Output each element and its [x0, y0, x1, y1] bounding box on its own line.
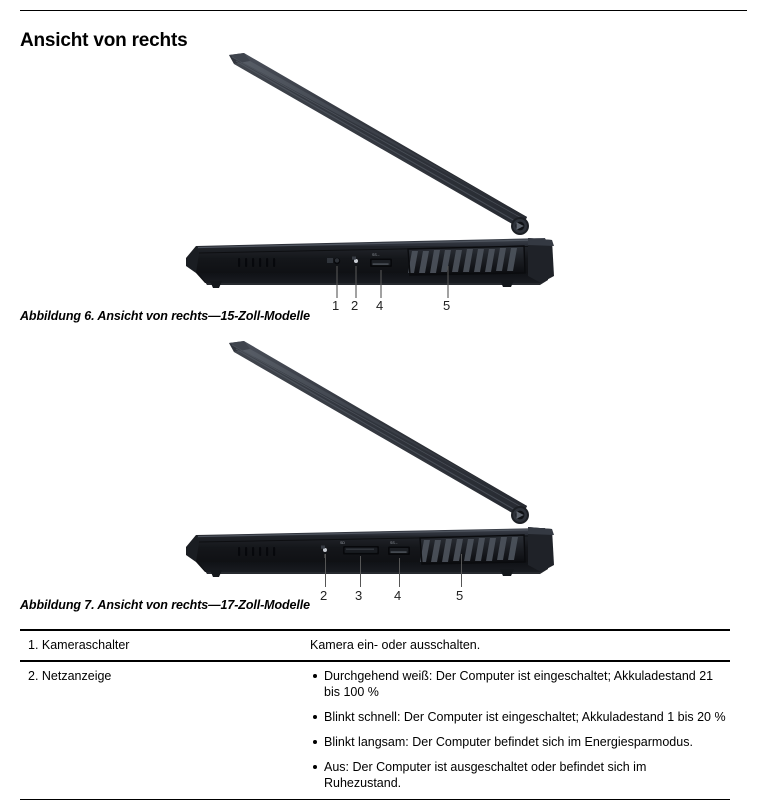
- callout-leader: [399, 558, 400, 587]
- callout-number: [376, 298, 383, 313]
- callout-leader: [461, 554, 462, 587]
- callout-label: 2: [351, 298, 359, 313]
- figure-caption-17-inch: Abbildung 7. Ansicht von rechts—17-Zoll-Modelle: [20, 598, 310, 612]
- figure-17-inch: [0, 330, 767, 603]
- callout-number: [351, 298, 358, 313]
- callout-label: 4: [376, 298, 384, 313]
- laptop-lid: [229, 53, 527, 229]
- callout-label: 4: [394, 588, 402, 603]
- figure-caption-15-inch: Abbildung 6. Ansicht von rechts—15-Zoll-Modelle: [20, 309, 310, 323]
- status-bullet-list: [310, 668, 726, 791]
- callout-leader: [325, 554, 326, 587]
- callout-label: 5: [456, 588, 464, 603]
- callout-number: [456, 588, 463, 603]
- svg-text:SD: SD: [340, 541, 345, 545]
- table-row: [20, 662, 730, 799]
- figure-15-inch: [0, 30, 767, 313]
- air-vent-grille: [420, 535, 525, 564]
- table-cell-description: [310, 662, 730, 799]
- component-description-table: [20, 629, 730, 800]
- callout-number: [355, 588, 362, 603]
- svg-text:SS←: SS←: [372, 253, 381, 258]
- callout-label: 1: [332, 298, 340, 313]
- callout-label: 5: [443, 298, 451, 313]
- laptop-hinge: [511, 506, 529, 524]
- air-vent-grille: [408, 246, 525, 275]
- list-item: Blinkt schnell: Der Computer ist eingeschaltet; Akkuladestand 1 bis 20 %: [324, 710, 726, 724]
- callout-number: [320, 588, 327, 603]
- heading-divider: [20, 10, 747, 11]
- table-cell-label: 2. Netzanzeige: [28, 669, 112, 683]
- callout-leader: [360, 556, 361, 587]
- page-title: Ansicht von rechts: [20, 29, 188, 51]
- callout-number: [332, 298, 339, 313]
- table-row: [20, 631, 730, 660]
- table-cell-label: 1. Kameraschalter: [28, 638, 130, 652]
- callout-number: [443, 298, 450, 313]
- callout-label: 3: [355, 588, 363, 603]
- laptop-hinge: [511, 217, 529, 235]
- table-bottom-border: [20, 799, 730, 800]
- callout-label: 2: [320, 588, 328, 603]
- list-item: Blinkt langsam: Der Computer befindet sich im Energiesparmodus.: [324, 734, 726, 750]
- laptop-lid: [229, 341, 527, 518]
- laptop-illustration-17-inch: [0, 330, 767, 590]
- laptop-illustration-15-inch: [0, 30, 767, 300]
- svg-text:SS←: SS←: [390, 541, 399, 546]
- list-item: Aus: Der Computer ist ausgeschaltet oder befindet sich im Ruhezustand.: [324, 759, 726, 791]
- table-cell-description: Kamera ein- oder ausschalten.: [310, 638, 481, 652]
- callout-number: [394, 588, 401, 603]
- list-item: Durchgehend weiß: Der Computer ist eingeschaltet; Akkuladestand 21 bis 100 %: [324, 668, 726, 700]
